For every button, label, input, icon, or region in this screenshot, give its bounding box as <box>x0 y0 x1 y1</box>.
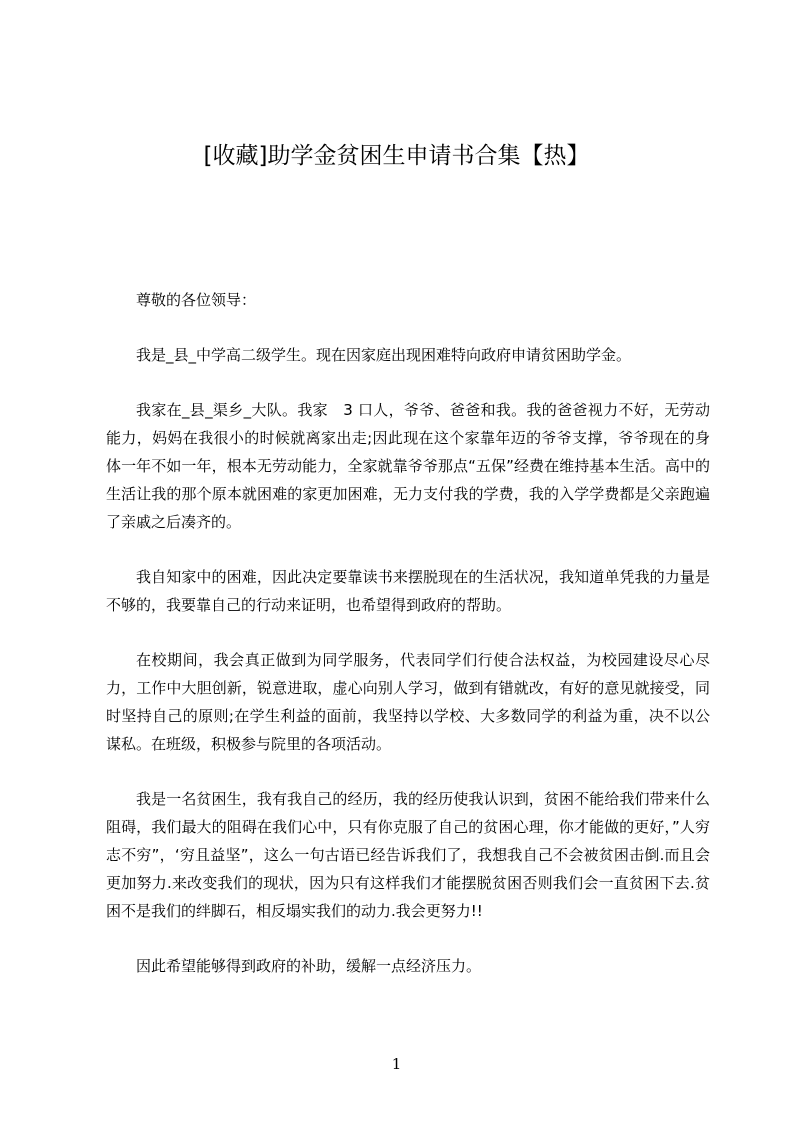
paragraph-closing: 因此希望能够得到政府的补助，缓解一点经济压力。 <box>136 957 482 975</box>
document-title: [收藏]助学金贫困生申请书合集【热】 <box>203 143 590 169</box>
paragraph-salutation: 尊敬的各位领导： <box>136 291 257 309</box>
paragraph-introduction: 我是_县_中学高二级学生。现在因家庭出现困难特向政府申请贫困助学金。 <box>136 346 632 364</box>
paragraph-personal-experience: 我是一名贫困生，我有我自己的经历，我的经历使我认识到，贫困不能给我们带来什么阻碍，我们最大的阻碍在我们心中，只有你克服了自己的贫困心理，你才能做的更好，”人穷志不穷”，‘穷且益坚”，这么一句古语已经告诉我们了，我想我自己不会被贫困击倒.而且会更加努力.来改变我们的现状，因为只有这样我们才能摆脱贫困否则我们会一直贫困下去.贫困不是我们的绊脚石，相反塌实我们的动力.我会更努力!! <box>106 790 710 920</box>
paragraph-resolve: 我自知家中的困难，因此决定要靠读书来摆脱现在的生活状况，我知道单凭我的力量是不够的，我要靠自己的行动来证明，也希望得到政府的帮助。 <box>106 568 710 614</box>
paragraph-school-conduct: 在校期间，我会真正做到为同学服务，代表同学们行使合法权益，为校园建设尽心尽力，工作中大胆创新，锐意进取，虚心向别人学习，做到有错就改，有好的意见就接受，同时坚持自己的原则;在学生利益的面前，我坚持以学校、大多数同学的利益为重，决不以公谋私。在班级，积极参与院里的各项活动。 <box>106 651 710 753</box>
paragraph-family-situation: 我家在_县_渠乡_大队。我家 3 口人，爷爷、爸爸和我。我的爸爸视力不好，无劳动能力，妈妈在我很小的时候就离家出走;因此现在这个家靠年迈的爷爷支撑，爷爷现在的身体一年不如一年，根本无劳动能力，全家就靠爷爷那点“五保”经费在维持基本生活。高中的生活让我的那个原本就困难的家更加困难，无力支付我的学费，我的入学学费都是父亲跑遍了亲戚之后凑齐的。 <box>106 401 710 531</box>
document-body <box>106 286 710 1007</box>
page-number: 1 <box>391 1055 402 1073</box>
